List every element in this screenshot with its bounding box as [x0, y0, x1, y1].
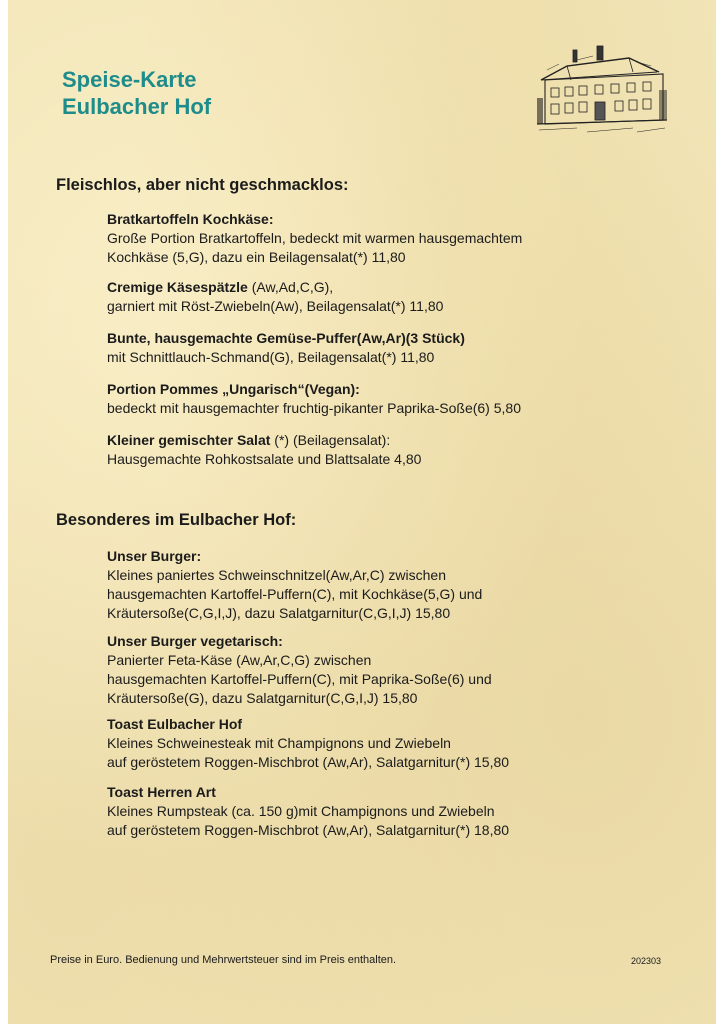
item-name: Bunte, hausgemachte Gemüse-Puffer [107, 330, 357, 346]
inn-building-sketch [537, 40, 667, 138]
item-description: bedeckt mit hausgemachter fruchtig-pikanter Paprika-Soße(6) 5,80 [107, 400, 521, 416]
section-heading-vegetarian: Fleischlos, aber nicht geschmacklos: [56, 176, 349, 194]
item-name: Portion Pommes „Ungarisch“(Vegan): [107, 381, 360, 397]
item-description: Kleines Rumpsteak (ca. 150 g)mit Champignons und Zwiebeln [107, 803, 495, 819]
menu-item [107, 278, 443, 316]
item-description: Kleines Schweinesteak mit Champignons und Zwiebeln [107, 735, 451, 751]
item-allergens: (*) (Beilagensalat): [270, 432, 391, 448]
item-allergens: (Aw,Ar)(3 Stück) [356, 330, 465, 346]
item-description: Kleines paniertes Schweinschnitzel(Aw,Ar,C) zwischen [107, 567, 447, 583]
item-description: Hausgemachte Rohkostsalate und Blattsalate 4,80 [107, 451, 422, 467]
item-description: hausgemachten Kartoffel-Puffern(C), mit Kochkäse(5,G) und [107, 586, 483, 602]
item-name: Toast Eulbacher Hof [107, 716, 243, 732]
menu-item [107, 431, 421, 469]
menu-item [107, 632, 492, 708]
item-name: Toast Herren Art [107, 784, 216, 800]
item-description: Kräutersoße(C,G,I,J), dazu Salatgarnitur(C,G,I,J) 15,80 [107, 605, 451, 621]
title-line-1: Speise-Karte [62, 67, 197, 92]
item-name: Kleiner gemischter Salat [107, 432, 271, 448]
menu-item [107, 547, 482, 623]
item-description: auf geröstetem Roggen-Mischbrot (Aw,Ar), Salatgarnitur(*) 15,80 [107, 754, 510, 770]
menu-item [107, 329, 465, 367]
item-description: auf geröstetem Roggen-Mischbrot (Aw,Ar), Salatgarnitur(*) 18,80 [107, 822, 510, 838]
item-name: Unser Burger vegetarisch: [107, 633, 283, 649]
item-description: Kräutersoße(G), dazu Salatgarnitur(C,G,I,J) 15,80 [107, 690, 418, 706]
item-description: Kochkäse (5,G), dazu ein Beilagensalat(*) 11,80 [107, 249, 406, 265]
scan-edge-right [716, 0, 724, 1024]
menu-item [107, 210, 522, 267]
item-description: hausgemachten Kartoffel-Puffern(C), mit Paprika-Soße(6) und [107, 671, 492, 687]
item-name: Cremige Käsespätzle [107, 279, 248, 295]
menu-item [107, 783, 509, 840]
section-heading-specials: Besonderes im Eulbacher Hof: [56, 511, 297, 529]
document-code: 202303 [631, 956, 662, 966]
scan-edge-left [0, 0, 8, 1024]
title-line-2: Eulbacher Hof [62, 94, 212, 119]
item-description: mit Schnittlauch-Schmand(G), Beilagensalat(*) 11,80 [107, 349, 435, 365]
menu-item [107, 715, 509, 772]
price-note: Preise in Euro. Bedienung und Mehrwertsteuer sind im Preis enthalten. [50, 954, 397, 966]
item-description: garniert mit Röst-Zwiebeln(Aw), Beilagensalat(*) 11,80 [107, 298, 444, 314]
menu-title [62, 66, 211, 120]
menu-item [107, 380, 521, 418]
item-description: Große Portion Bratkartoffeln, bedeckt mit warmen hausgemachtem [107, 230, 523, 246]
item-name: Unser Burger: [107, 548, 202, 564]
item-name: Bratkartoffeln Kochkäse: [107, 211, 274, 227]
item-allergens: (Aw,Ad,C,G), [247, 279, 334, 295]
item-description: Panierter Feta-Käse (Aw,Ar,C,G) zwischen [107, 652, 372, 668]
